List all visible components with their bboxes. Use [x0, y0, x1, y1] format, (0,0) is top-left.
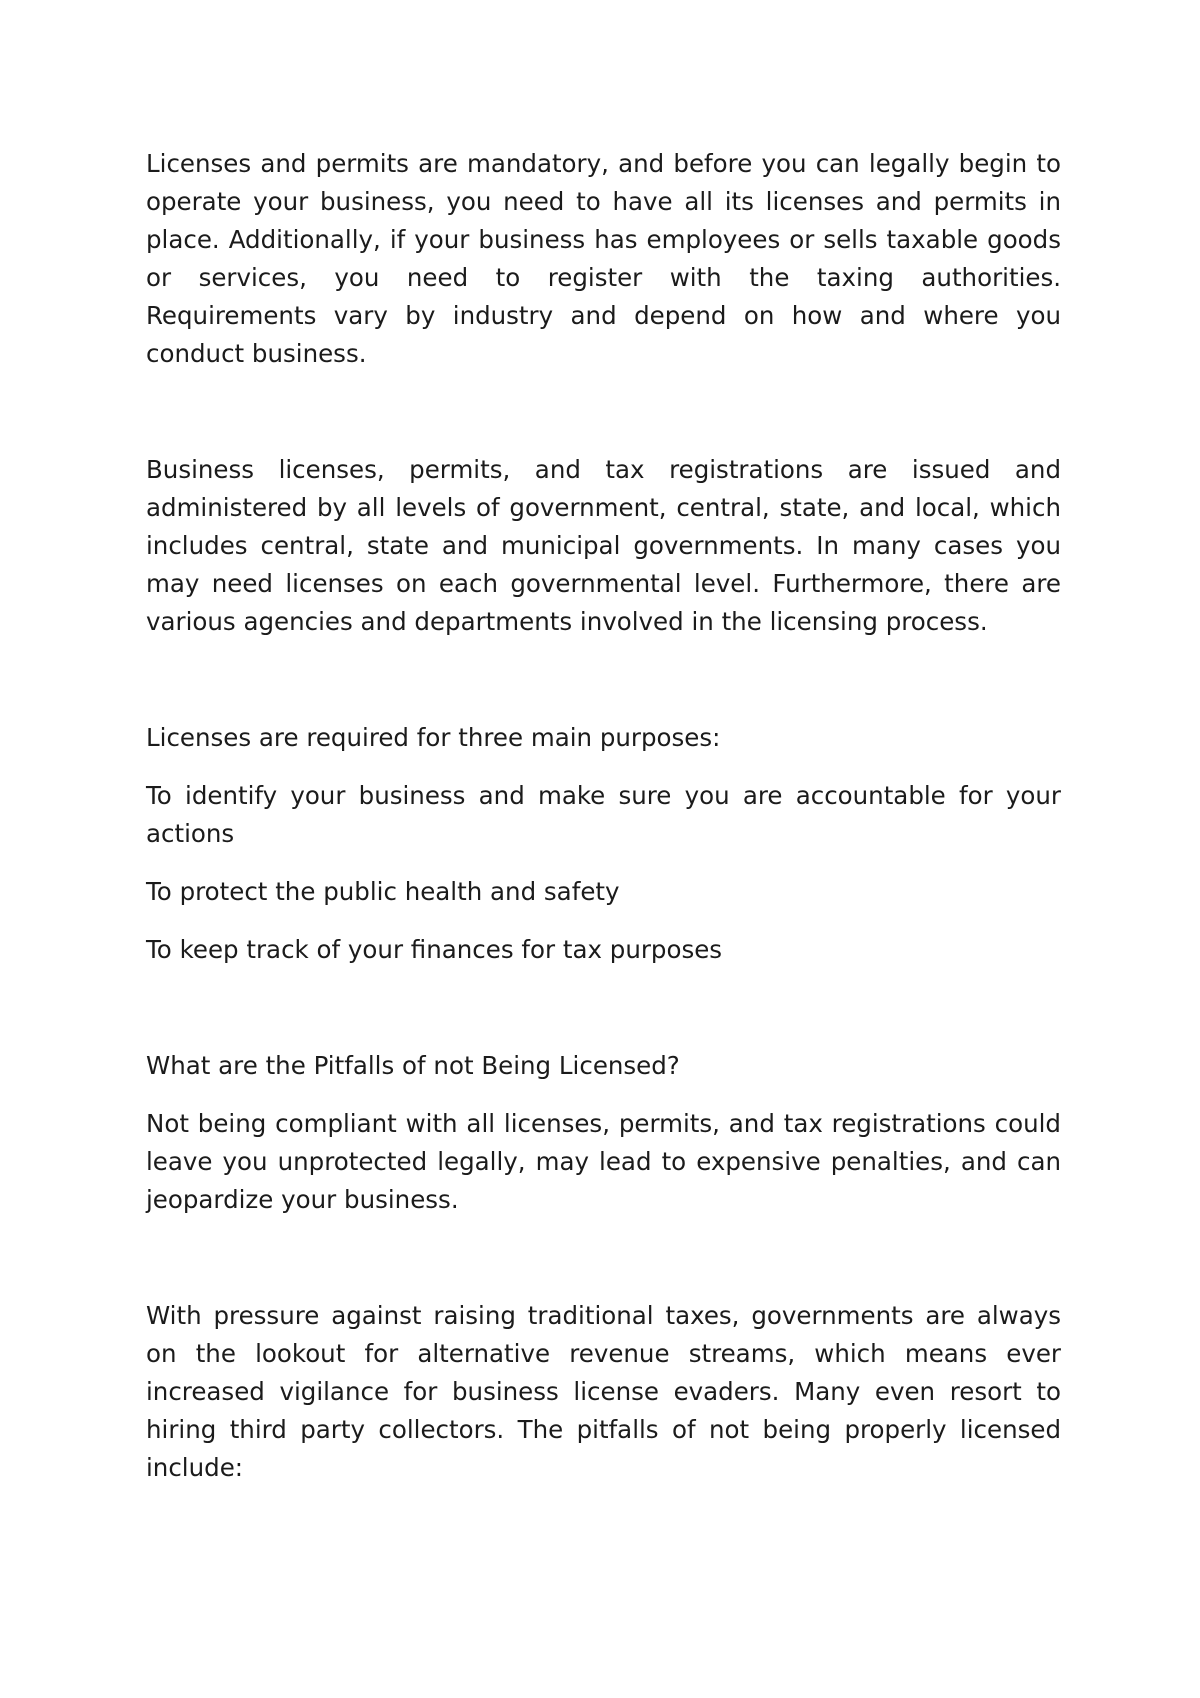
paragraph-licenses-mandatory: Licenses and permits are mandatory, and before you can legally begin to operate your business, you need to have all its licenses and permits in place. Additionally, if your business has employees or sells taxable goods or services, you need to register with the taxing authorities. Requirements vary by industry and depend on how and where you conduct business. — [146, 149, 1061, 368]
paragraph-pressure-taxes: With pressure against raising traditional taxes, governments are always on the lookout for alternative revenue streams, which means ever increased vigilance for business license evaders. Many even resort to hiring third party collectors. The pitfalls of not being properly licensed include: — [146, 1301, 1061, 1482]
paragraph-levels-of-government: Business licenses, permits, and tax registrations are issued and administered by all levels of government, central, state, and local, which includes central, state and municipal governments. In many cases you may need licenses on each governmental level. Furthermore, there are various agencies and departments involved in the licensing process. — [146, 455, 1061, 636]
pitfalls-heading: What are the Pitfalls of not Being Licensed? — [146, 1051, 680, 1080]
paragraph-purposes-intro: Licenses are required for three main purposes: — [146, 723, 721, 752]
paragraph-purpose-identify: To identify your business and make sure you are accountable for your actions — [146, 781, 1061, 848]
paragraph-purpose-protect: To protect the public health and safety — [146, 877, 620, 906]
paragraph-purpose-finances: To keep track of your finances for tax purposes — [146, 935, 723, 964]
document-body — [146, 145, 1061, 1487]
paragraph-not-compliant: Not being compliant with all licenses, permits, and tax registrations could leave you unprotected legally, may lead to expensive penalties, and can jeopardize your business. — [146, 1109, 1061, 1214]
